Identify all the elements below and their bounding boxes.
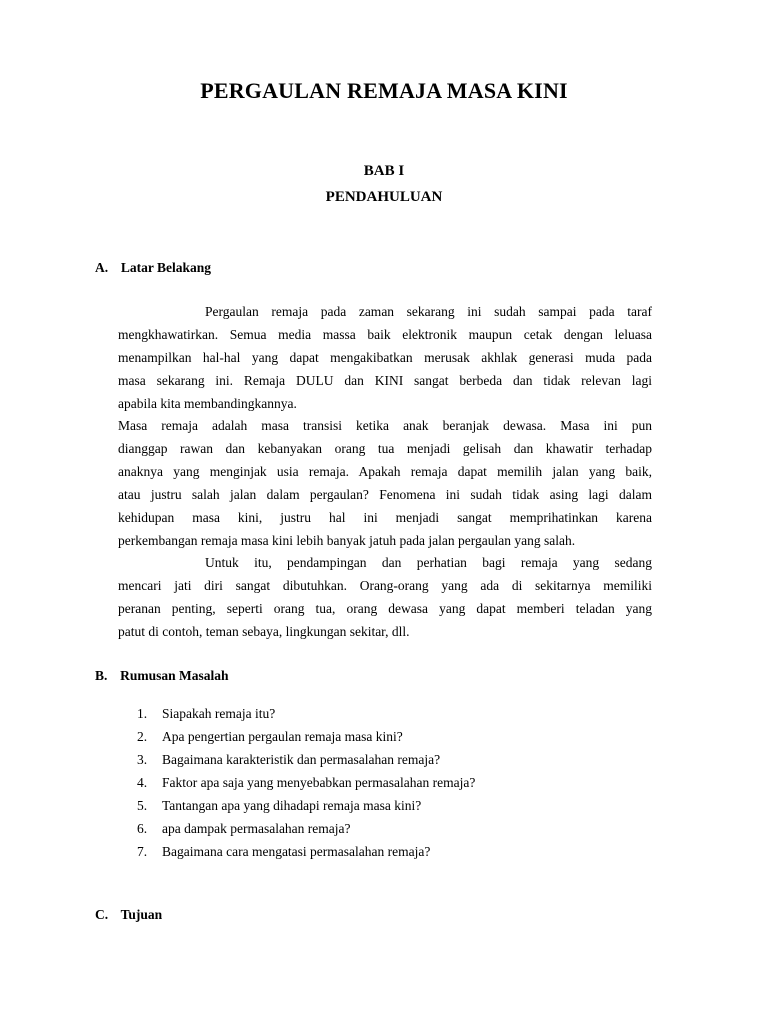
chapter-number: BAB I [363,163,405,179]
paragraph-line: mencari jati diri sangat dibutuhkan. Orang-orang yang ada di sekitarnya memiliki [118,578,652,593]
section-c-label: C. [95,907,109,922]
document-title: PERGAULAN REMAJA MASA KINI [200,78,568,103]
paragraph-line: kehidupan masa kini, justru hal ini menjadi sangat memprihatinkan karena [118,510,652,525]
list-item-text: Bagaimana karakteristik dan permasalahan remaja? [162,752,441,767]
paragraph-line: anaknya yang menginjak usia remaja. Apakah remaja dapat memilih jalan yang baik, [118,464,652,479]
paragraph-line: perkembangan remaja masa kini lebih banyak jatuh pada jalan pergaulan yang salah. [118,533,576,548]
list-item [137,844,430,860]
list-item [137,821,351,837]
section-b-label: B. [95,668,108,683]
list-item-text: Siapakah remaja itu? [162,706,276,721]
section-c-title: Tujuan [120,907,163,922]
list-item [137,775,475,791]
paragraph-line: apabila kita membandingkannya. [118,396,297,411]
list-item-number: 3. [137,752,148,767]
list-item-number: 2. [137,729,148,744]
paragraph-line: peranan penting, seperti orang tua, orang dewasa yang dapat memberi teladan yang [118,601,652,616]
paragraph-line: mengkhawatirkan. Semua media massa baik elektronik maupun cetak dengan leluasa [118,327,652,342]
paragraph-line: Pergaulan remaja pada zaman sekarang ini sudah sampai pada taraf [205,304,652,319]
paragraph-line: Masa remaja adalah masa transisi ketika anak beranjak dewasa. Masa ini pun [118,418,652,433]
paragraph-line: patut di contoh, teman sebaya, lingkungan sekitar, dll. [118,624,410,639]
list-item-text: apa dampak permasalahan remaja? [162,821,351,836]
list-item-text: Bagaimana cara mengatasi permasalahan remaja? [162,844,431,859]
list-item-number: 7. [137,844,148,859]
list-item [137,752,440,768]
section-a-label: A. [95,260,109,275]
section-b-title: Rumusan Masalah [120,668,229,683]
section-a-heading [95,260,211,276]
list-item-number: 1. [137,706,148,721]
paragraph-line: atau justru salah jalan dalam pergaulan? Fenomena ini sudah tidak asing lagi dalam [118,487,652,502]
chapter-title: PENDAHULUAN [325,189,443,205]
paragraph-line: menampilkan hal-hal yang dapat mengakibatkan merusak akhlak generasi muda pada [118,350,652,365]
paragraph-line: Untuk itu, pendampingan dan perhatian bagi remaja yang sedang [205,555,652,570]
section-c-heading [95,907,162,923]
section-b-heading [95,668,229,684]
list-item-number: 5. [137,798,148,813]
list-item [137,729,403,745]
list-item-text: Faktor apa saja yang menyebabkan permasalahan remaja? [162,775,476,790]
list-item [137,798,421,814]
section-a-title: Latar Belakang [120,260,212,275]
list-item-text: Tantangan apa yang dihadapi remaja masa kini? [162,798,422,813]
list-item [137,706,275,722]
paragraph-line: dianggap rawan dan kebanyakan orang tua menjadi gelisah dan khawatir terhadap [118,441,652,456]
paragraph-line: masa sekarang ini. Remaja DULU dan KINI sangat berbeda dan tidak relevan lagi [118,373,652,388]
list-item-number: 6. [137,821,148,836]
list-item-text: Apa pengertian pergaulan remaja masa kini? [162,729,403,744]
list-item-number: 4. [137,775,148,790]
